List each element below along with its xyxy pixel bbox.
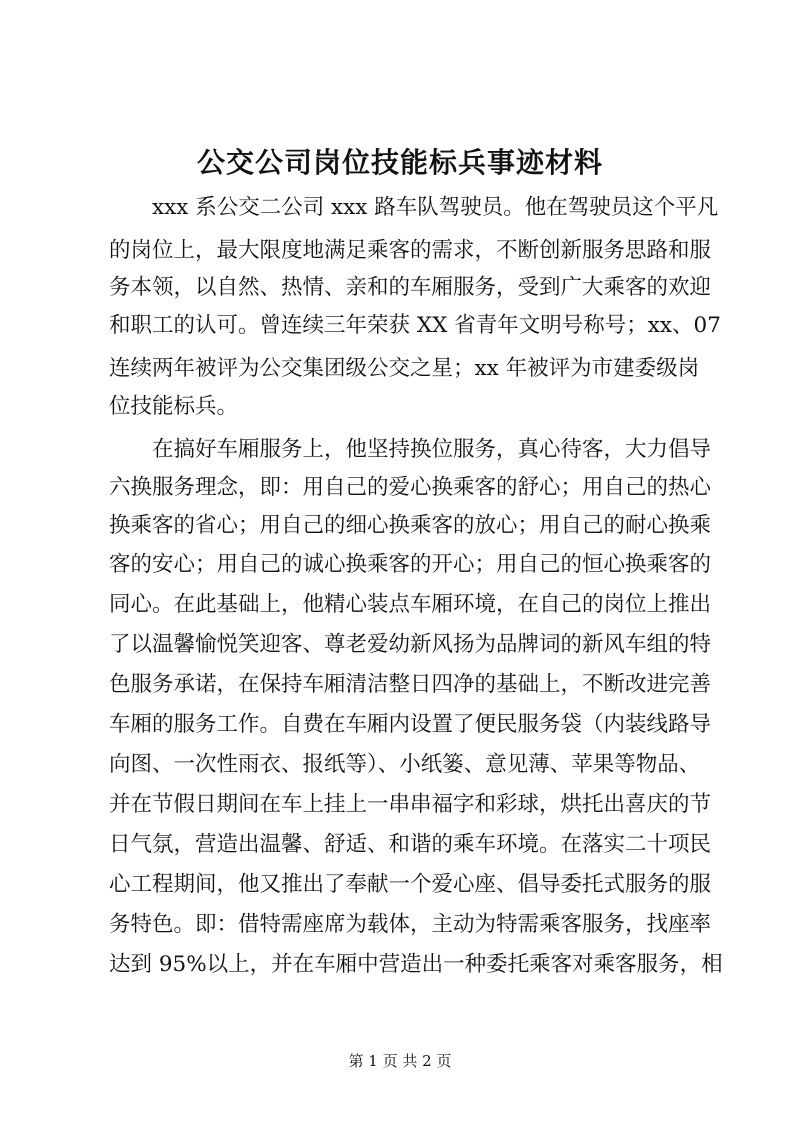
- paragraph-2-line-2: 六换服务理念，即：用自己的爱心换乘客的舒心；用自己的热心: [109, 475, 712, 500]
- paragraph-1-line-3: 务本领，以自然、热情、亲和的车厢服务，受到广大乘客的欢迎: [109, 275, 712, 300]
- paragraph-1-line-1: xxx 系公交二公司 xxx 路车队驾驶员。他在驾驶员这个平凡: [152, 195, 719, 220]
- paragraph-2-line-10: 并在节假日期间在车上挂上一串串福字和彩球，烘托出喜庆的节: [109, 792, 712, 817]
- paragraph-2-line-11: 日气氛，营造出温馨、舒适、和谐的乘车环境。在落实二十项民: [109, 832, 712, 857]
- paragraph-1-line-4: 和职工的认可。曾连续三年荣获 XX 省青年文明号称号；xx、07: [109, 313, 721, 338]
- paragraph-2-line-5: 同心。在此基础上，他精心装点车厢环境，在自己的岗位上推出: [109, 592, 712, 617]
- paragraph-2-line-12: 心工程期间，他又推出了奉献一个爱心座、倡导委托式服务的服: [109, 872, 712, 897]
- paragraph-2-line-3: 换乘客的省心；用自己的细心换乘客的放心；用自己的耐心换乘: [109, 513, 712, 538]
- paragraph-2-line-7: 色服务承诺，在保持车厢清洁整日四净的基础上，不断改进完善: [109, 672, 712, 697]
- paragraph-2-line-13: 务特色。即：借特需座席为载体，主动为特需乘客服务，找座率: [109, 912, 712, 937]
- paragraph-1-line-6: 位技能标兵。: [109, 394, 239, 419]
- paragraph-2-line-4: 客的安心；用自己的诚心换乘客的开心；用自己的恒心换乘客的: [109, 552, 712, 577]
- paragraph-1-line-2: 的岗位上，最大限度地满足乘客的需求，不断创新服务思路和服: [109, 238, 712, 263]
- paragraph-2-line-8: 车厢的服务工作。自费在车厢内设置了便民服务袋（内装线路导: [109, 712, 712, 737]
- paragraph-2-line-14: 达到 95%以上，并在车厢中营造出一种委托乘客对乘客服务，相: [109, 952, 723, 977]
- paragraph-1-line-5: 连续两年被评为公交集团级公交之星；xx 年被评为市建委级岗: [109, 356, 700, 381]
- paragraph-2-line-1: 在搞好车厢服务上，他坚持换位服务，真心待客，大力倡导: [152, 437, 712, 462]
- paragraph-2-line-6: 了以温馨愉悦笑迎客、尊老爱幼新风扬为品牌词的新风车组的特: [109, 632, 712, 657]
- paragraph-2-line-9: 向图、一次性雨衣、报纸等）、小纸篓、意见薄、苹果等物品、: [109, 752, 701, 777]
- document-title: 公交公司岗位技能标兵事迹材料: [196, 146, 603, 179]
- page-number-footer: 第 1 页 共 2 页: [348, 1052, 452, 1070]
